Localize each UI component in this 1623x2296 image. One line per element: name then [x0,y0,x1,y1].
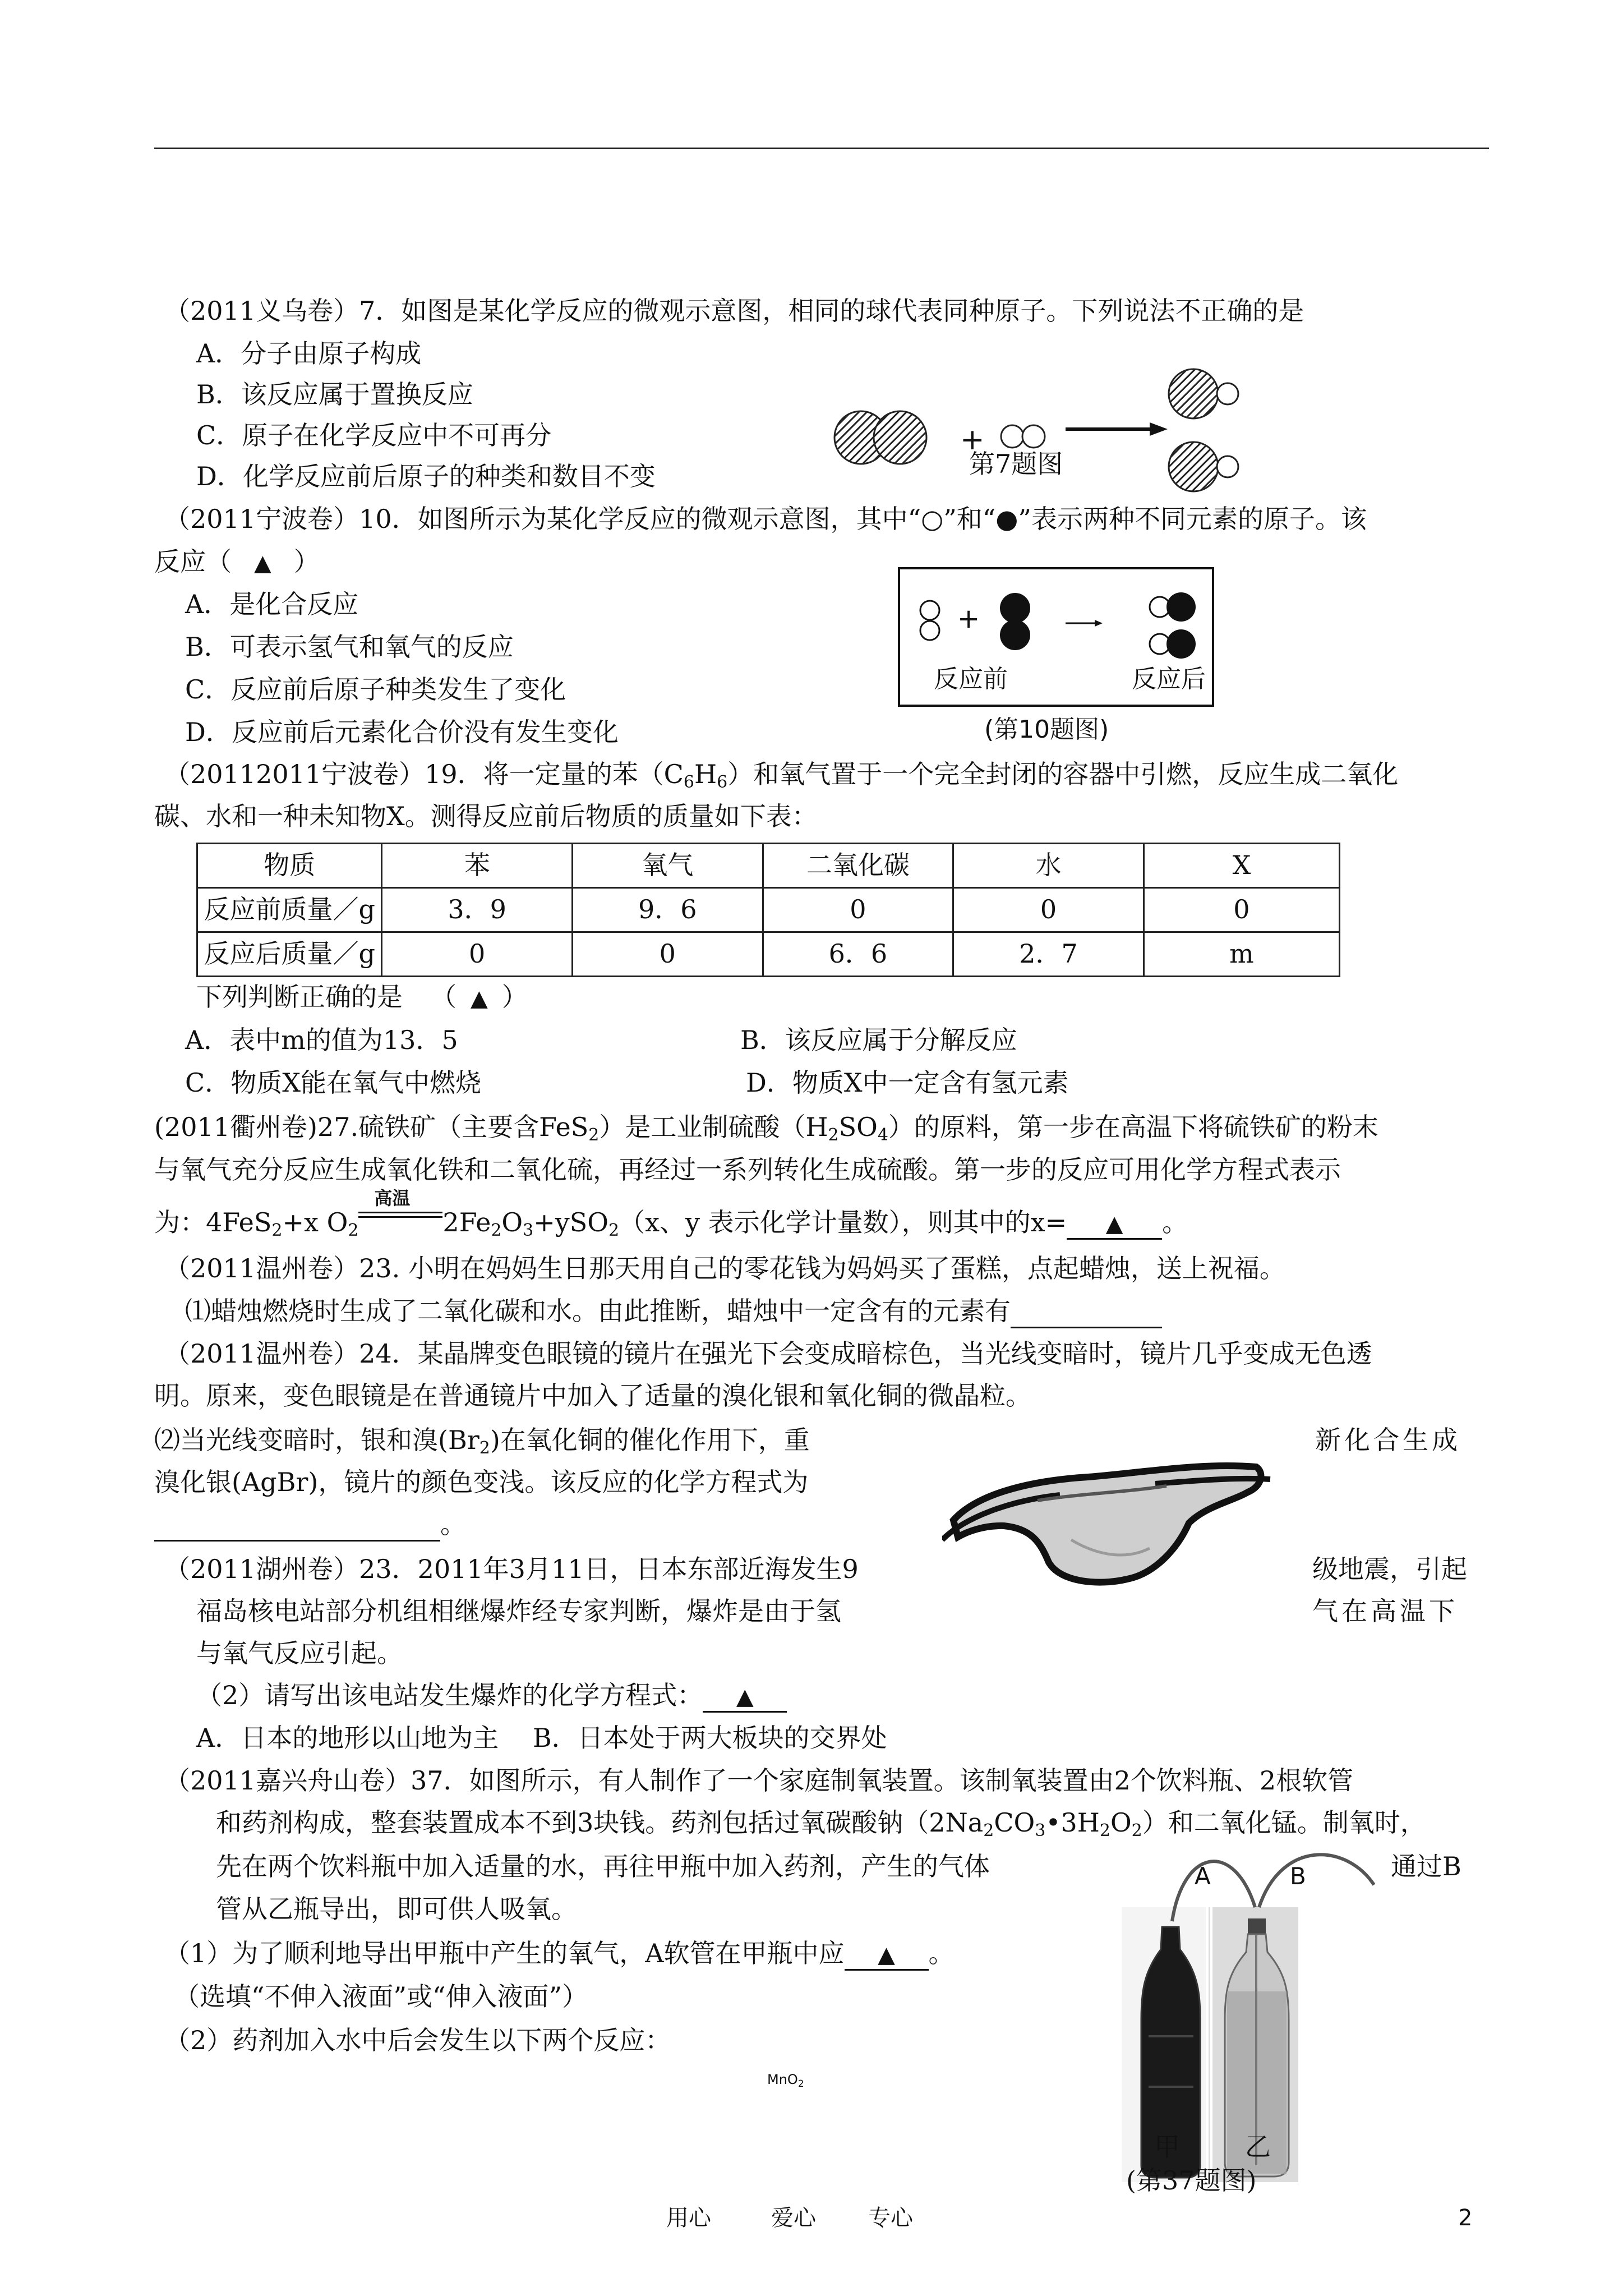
table-header-cell: 氧气 [573,844,763,888]
q19-option-d: D．物质X中一定含有氢元素 [746,1068,1069,1098]
q24w-text: )在氧化铜的催化作用下，重 [490,1425,810,1455]
table-cell: 9．6 [573,888,763,932]
q24w-line2: 明。原来，变色眼镜是在普通镜片中加入了适量的溴化银和氧化铜的微晶粒。 [154,1381,1031,1411]
table-cell: m [1144,932,1339,977]
q10-stem-open: 反应（ [154,546,232,577]
q23h-line4 [196,1680,787,1713]
q24w-line1: （2011温州卷）24．某晶牌变色眼镜的镜片在强光下会变成暗棕色，当光线变暗时，镜片几乎变成无色透 [164,1338,1372,1369]
q10-black-atom [1000,620,1030,650]
table-cell: 反应后质量／g [197,932,382,977]
q37-sub: 2 [797,2078,804,2090]
q10-black-atom [1000,593,1030,623]
sunglasses-lens [953,1466,1261,1582]
q23w-text: ⑴蜡烛燃烧时生成了二氧化碳和水。由此推断，蜡烛中一定含有的元素有 [185,1296,1011,1326]
q23w-line1: （2011温州卷）23. 小明在妈妈生日那天用自己的零花钱为妈妈买了蛋糕，点起蜡烛，送上祝福。 [164,1253,1285,1283]
q37-fig-label-a: A [1195,1862,1211,1890]
q7-white-atom [1022,425,1045,448]
q19-stem-line2: 碳、水和一种未知物X。测得反应前后物质的质量如下表： [154,801,818,831]
table-cell: 0 [1144,888,1339,932]
q27-sub: 2 [491,1221,502,1240]
q24w-answer-blank [154,1509,440,1542]
q19-judge-text: 下列判断正确的是 [196,982,403,1012]
q37-fig-caption: (第37题图) [1126,2165,1257,2196]
q37-fig-label-yi: 乙 [1245,2132,1271,2162]
q10-option-c: C．反应前后原子种类发生了变化 [185,674,566,705]
q7-option-d: D．化学反应前后原子的种类和数目不变 [196,461,656,491]
q37-line7: （2）药剂加入水中后会发生以下两个反应： [164,2025,671,2055]
footer-text-1: 用心 [666,2205,711,2231]
q23w-line2 [185,1296,1162,1328]
q10-white-atom [920,621,939,640]
q37-text: （1）为了顺利地导出甲瓶中产生的氧气，A软管在甲瓶中应 [164,1938,845,1968]
q23h-answer-mark: ▲ [736,1684,754,1710]
q37-text: CO [994,1807,1035,1838]
q37-line5 [164,1938,955,1971]
q7-hatched-atom [874,411,926,464]
q27-text: 2Fe [442,1207,491,1237]
q37-answer-mark: ▲ [878,1942,895,1968]
q27-text: 。 [1162,1207,1188,1237]
q19-option-b: B．该反应属于分解反应 [740,1025,1017,1055]
q27-line3 [154,1188,1188,1240]
q19-sub: 6 [717,772,728,792]
q23h-text: （2）请写出该电站发生爆炸的化学方程式： [196,1680,703,1710]
q27-line1 [154,1112,1378,1143]
q27-sub: 2 [348,1221,359,1240]
footer-text-2: 爱心 [771,2205,816,2231]
q24w-text: ⑵当光线变暗时，银和溴(Br [154,1425,479,1455]
q37-line4: 管从乙瓶导出，即可供人吸氧。 [216,1894,577,1924]
q7-white-atom [1217,456,1238,477]
q24w-line4: 溴化银(AgBr)，镜片的颜色变浅。该反应的化学方程式为 [154,1467,809,1497]
table-cell: 2．7 [953,932,1144,977]
q7-stem: （2011义乌卷）7．如图是某化学反应的微观示意图，相同的球代表同种原子。下列说法不正确的是 [164,296,1304,326]
q27-sub: 2 [271,1221,283,1240]
q23h-line1-right: 级地震，引起 [1312,1554,1467,1584]
q7-white-atom [1217,383,1238,404]
q10-option-a: A．是化合反应 [185,589,359,619]
q19-judge [196,982,528,1013]
q10-stem-line2 [154,546,320,577]
q24w-sub: 2 [479,1438,490,1458]
q27-text: 为：4FeS [154,1207,272,1237]
q7-fig-caption: 第7题图 [969,449,1063,479]
q37-answer-blank [845,1938,929,1971]
q27-text: (2011衢州卷)27.硫铁矿（主要含FeS [154,1112,589,1142]
table-cell: 0 [953,888,1144,932]
q27-text: +ySO [533,1207,608,1237]
table-header-row [197,844,1340,888]
q37-line1: （2011嘉兴舟山卷）37．如图所示，有人制作了一个家庭制氧装置。该制氧装置由2个饮料瓶、2根软管 [164,1765,1354,1796]
q19-stem-line1 [164,759,1398,790]
q19-stem-b: ）和氧气置于一个完全封闭的容器中引燃，反应生成二氧化 [727,759,1399,789]
q10-answer-mark: ▲ [254,550,271,576]
q37-line6: （选填“不伸入液面”或“伸入液面”） [174,1981,588,2012]
table-cell: 0 [763,888,953,932]
table-row [197,888,1340,932]
q27-sub: 2 [588,1125,600,1145]
q19-sub: 6 [683,772,694,792]
q27-text: ）的原料，第一步在高温下将硫铁矿的粉末 [888,1112,1378,1142]
table-header-cell: X [1144,844,1339,888]
q19-paren-right: ） [501,982,528,1012]
q10-stem-close: ） [293,546,320,577]
q7-arrow-head-icon [1150,422,1168,436]
q27-sub: 3 [523,1221,534,1240]
q27-text: ）是工业制硫酸（H [599,1112,828,1142]
q37-text: MnO [767,2072,798,2087]
q24w-line3 [154,1425,810,1456]
q23h-line1-left: （2011湖州卷）23．2011年3月11日，日本东部近海发生9 [164,1554,859,1584]
q37-text: 。 [928,1938,955,1968]
q23w-answer-blank [1011,1296,1162,1328]
q10-fig-caption: (第10题图) [984,715,1109,744]
q37-text: O [1110,1807,1132,1838]
q19-paren-left: （ [431,982,457,1012]
q37-line3-right: 通过B [1391,1851,1461,1881]
q19-option-a: A．表中m的值为13．5 [185,1025,458,1055]
table-cell: 反应前质量／g [197,888,382,932]
header-rule [154,148,1489,149]
q10-fig-after: 反应后 [1132,665,1206,693]
q27-text: （x、y 表示化学计量数），则其中的x= [619,1207,1067,1237]
q37-sub: 2 [1099,1821,1110,1841]
table-header-cell: 二氧化碳 [763,844,953,888]
q37-text: ）和二氧化锰。制氧时， [1142,1807,1426,1838]
q10-white-atom [920,601,939,620]
q24w-line5 [154,1509,466,1542]
q19-stem-a: （20112011宁波卷）19．将一定量的苯（C [164,759,684,789]
q24w-line3-right: 新化合生成 [1315,1425,1461,1455]
q23h-line2-right: 气在高温下 [1312,1596,1458,1626]
q27-line2: 与氧气充分反应生成氧化铁和二氧化硫，再经过一系列转化生成硫酸。第一步的反应可用化学方程式表示 [154,1154,1341,1185]
table-cell: 0 [382,932,573,977]
q10-black-atom [1166,592,1196,622]
q23h-line3: 与氧气反应引起。 [196,1638,403,1668]
q19-h: H [694,759,717,789]
q37-text: •3H [1045,1807,1100,1838]
q10-fig-plus: + [957,603,980,634]
sunglasses-icon [942,1428,1273,1613]
q37-mno2-label [767,2072,804,2088]
q37-sub: 3 [1035,1821,1046,1841]
q37-line3-left: 先在两个饮料瓶中加入适量的水，再往甲瓶中加入药剂，产生的气体 [216,1851,990,1881]
q10-fig-before: 反应前 [934,665,1008,693]
q19-option-c: C．物质X能在氧气中燃烧 [185,1068,481,1098]
q27-condition-label: 高温 [374,1188,411,1209]
table-cell: 3．9 [382,888,573,932]
q37-text: 和药剂构成，整套装置成本不到3块钱。药剂包括过氧碳酸钠（2Na [216,1807,984,1838]
q23h-answer-blank [703,1680,787,1713]
q7-hatched-atom [1169,442,1218,491]
q27-sub: 2 [608,1221,620,1240]
q27-sub: 4 [877,1125,888,1145]
q23h-line5: A．日本的地形以山地为主 B．日本处于两大板块的交界处 [196,1723,887,1753]
page-number: 2 [1458,2205,1473,2231]
q7-fig-plus: + [960,423,985,457]
tube-b-icon [1259,1855,1374,1907]
q27-answer-mark: ▲ [1105,1211,1123,1237]
table-header-cell: 水 [953,844,1144,888]
q7-figure [819,348,1267,510]
footer-text-3: 专心 [868,2205,913,2231]
table-cell: 6．6 [763,932,953,977]
q10-option-b: B．可表示氢气和氧气的反应 [185,632,514,662]
q37-fig-label-jia: 甲 [1154,2132,1180,2162]
table-header-cell: 物质 [197,844,382,888]
q37-sub: 2 [1131,1821,1142,1841]
q27-condition-sign [358,1188,442,1231]
table-row [197,932,1340,977]
q24w-text: 。 [440,1509,466,1539]
q7-hatched-atom [1169,369,1218,418]
q10-stem-line1: （2011宁波卷）10．如图所示为某化学反应的微观示意图，其中“○”和“●”表示两种不同元素的原子。该 [164,504,1367,534]
q7-option-a: A．分子由原子构成 [196,338,422,369]
q7-option-b: B．该反应属于置换反应 [196,379,473,409]
table-cell: 0 [573,932,763,977]
q10-black-atom [1166,629,1196,659]
q27-text: O [501,1207,523,1237]
q37-fig-label-b: B [1290,1862,1306,1890]
bottle-yi-cap-icon [1248,1918,1266,1934]
table-header-cell: 苯 [382,844,573,888]
q27-text: +x O [282,1207,348,1237]
q23h-line2-left: 福岛核电站部分机组相继爆炸经专家判断，爆炸是由于氢 [196,1596,841,1626]
q7-white-atom [1001,425,1023,448]
q37-sub: 2 [983,1821,994,1841]
q27-answer-blank [1067,1207,1162,1240]
q7-option-c: C．原子在化学反应中不可再分 [196,420,552,450]
q19-answer-mark: ▲ [471,986,488,1011]
q27-sub: 2 [828,1125,839,1145]
q27-text: SO [838,1112,878,1142]
q10-option-d: D．反应前后元素化合价没有发生变化 [185,717,619,747]
q37-line2 [216,1807,1426,1841]
q19-mass-table [196,843,1340,977]
